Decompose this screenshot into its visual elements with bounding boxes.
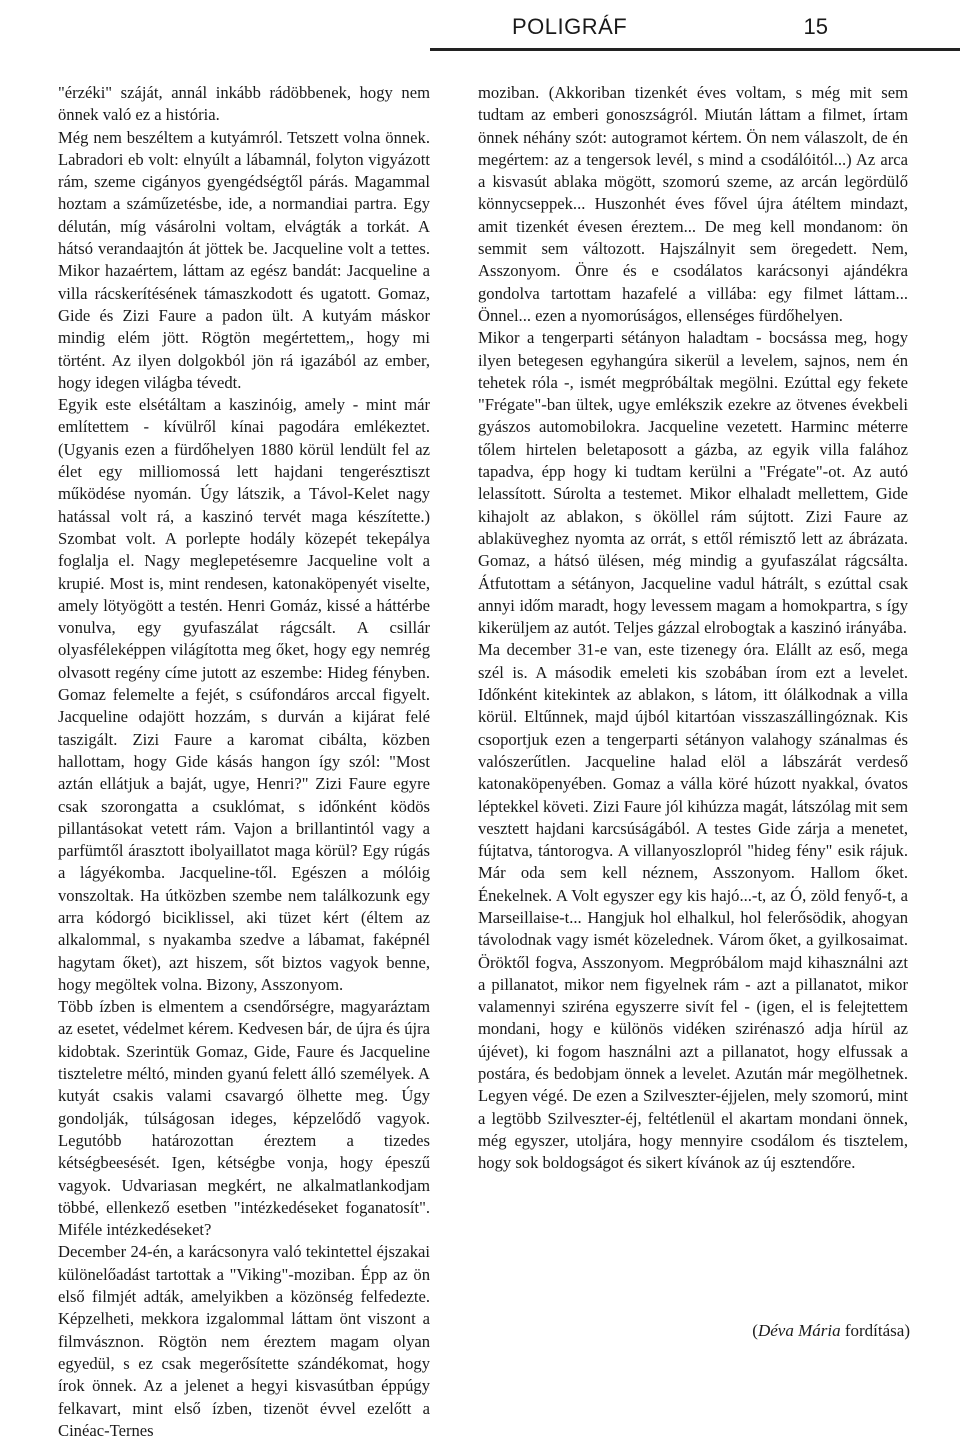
magazine-title: POLIGRÁF bbox=[512, 14, 628, 39]
paragraph: December 24-én, a karácsonyra való tekintettel éjszakai különelőadást tartottak a "Viking"-moziban. Épp az ön első filmjét adták, amelyikben a közönség felfedezte. Képzelheti, mekkora izgalommal láttam önt viszont a filmvásznon. Rögtön nem éreztem magam olyan egyedül, s ez csak megerősítette szándékomat, hogy írok önnek. Az a jelenet a hegyi kisvasútban éppúgy felkavart, mint első ízben, tizenöt évvel ezelőtt a Cinéac-Ternes bbox=[58, 1242, 430, 1440]
paragraph: Ma december 31-e van, este tizenegy óra. Elállt az eső, mega szél is. A második emeleti kis szobában írom ezt a levelet. Időnként kitekintek az ablakon, s látom, itt ólálkodnak a villa körül. Eltűnnek, majd újból kitartóan visszaszállingóznak. Kis csoportjuk ezen a tengerparti sétányon valahogy szánalmas és valószerűtlen. Jacqueline halad elöl a lábszárát verdeső katonaköpenyében. Gomaz a válla köré húzott nyakkal, óvatos léptekkel követi. Zizi Faure jól kihúzza magát, látszólag mit sem vesztett hajdani karcsúságából. A testes Gide zárja a menetet, fújtatva, tántorogva. A villanyoszlopról "hideg fény" esik rájuk. Már oda sem kell néznem, Asszonyom. Hallom őket. Énekelnek. A Volt egyszer egy kis hajó...-t, az Ó, zöld fenyő-t, a Marseillaise-t... Hangjuk hol elhalkul, hol felerősödik, ahogyan távolodnak vagy ismét közelednek. Várom őket, a gyilkosaimat. Öröktől fogva, Asszonyom. Megpróbálom majd kihasználni azt a pillanatot, mikor nem figyelnek rám - azt a pillanatot, mikor valamennyi sziréna egyszerre sivít fel - (igen, el is felejtettem mondani, hogy e különös vidéken szirénaszó adja hírül az újévet), ki fogom használni azt a pillanatot, hogy elfussak a postára, és bedobjam önnek a levelet. Azután már megölhetnek. Legyen végé. De ezen a Szilveszter-éjjelen, mely szomorú, mint a legtöbb Szilveszter-éj, feltétlenül el akartam mondani önnek, még egyszer, utoljára, hogy mennyire csodálom és tisztelem, hogy sok boldogságot és sikert kívánok az új esztendőre. bbox=[478, 640, 908, 1173]
translator-name: Déva Mária bbox=[757, 1321, 841, 1340]
paragraph: Még nem beszéltem a kutyámról. Tetszett volna önnek. Labradori eb volt: elnyúlt a lábamnál, folyton vigyázott rám, szeme cigányos gyengédségtől párás. Magammal hoztam a száműzetésbe, ide, a normandiai partra. Egy délután, míg vásárolni voltam, elvágták a torkát. A hátsó verandaajtón át jöttek be. Jacqueline volt a tettes. Mikor hazaértem, láttam az egész bandát: Jacqueline a villa rácskerítésének támaszkodott és ugatott. Gomaz, Gide és Zizi Faure a padon ült. A kutyám máskor mindig elém jött. Rögtön megértettem,, hogy mi történt. Az ilyen dolgokból jön rá igazából az ember, hogy idegen világba tévedt. bbox=[58, 127, 430, 392]
left-column bbox=[58, 82, 430, 1442]
page-header bbox=[0, 0, 960, 60]
paragraph: Több ízben is elmentem a csendőrségre, magyaráztam az esetet, védelmet kérem. Kedvesen bár, de újra és újra kidobtak. Szerintük Gomaz, Gide, Faure és Jacqueline tiszteletre méltó, minden gyanú felett álló személyek. A kutyát csakis valami csavargó ölhette meg. Úgy gondolják, túlságosan ideges, képzelődő vagyok. Legutóbb határozottan éreztem a tizedes kétségbeesését. Igen, kétségbe vonja, hogy épeszű vagyok. Udvariasan megkért, ne alkalmatlankodjam többé, ellenkező esetben "intézkedéseket foganatosít". Miféle intézkedéseket? bbox=[58, 997, 430, 1240]
credit-suffix: fordítása bbox=[844, 1321, 905, 1340]
header-rule bbox=[430, 48, 960, 51]
paragraph: moziban. (Akkoriban tizenkét éves voltam, s még mit sem tudtam az emberi gonoszságról. Miután láttam a filmet, írtam önnek néhány szót: autogramot kértem. Ön nem válaszolt, de én megértem: az a tengersok levél, s mind a csodálóitól...) Az arca a kisvasút ablaka mögött, szomorú szeme, az arcán legördülő könnycseppek... Huszonhét éves fővel újra átéltem mindazt, amit tizenkét évesen éreztem... De meg kell mondanom: ön semmit sem változott. Hajszálnyit sem öregedett. Nem, Asszonyom. Önre és e csodálatos karácsonyi ajándékra gondolva tartottam hazafelé a villába: egy filmet láttam... Önnel... ezen a nyomorúságos, ellenséges fürdőhelyen. bbox=[478, 83, 908, 325]
paragraph: "érzéki" száját, annál inkább rádöbbenek, hogy nem önnek való ez a história. bbox=[58, 83, 430, 125]
translator-credit: (Déva Mária fordítása) bbox=[752, 1321, 910, 1340]
right-column bbox=[478, 82, 908, 1175]
paragraph: Mikor a tengerparti sétányon haladtam - bocsássa meg, hogy ilyen betegesen egyhangúra sikerül a levelem, sajnos, nem én tehetek róla -, ismét megpróbáltak megölni. Ezúttal egy fekete "Frégate"-ban ültek, ugye emlékszik ezekre az ötvenes évekbeli gyászos automobilokra. Jacqueline vezetett. Harminc méterre tőlem hirtelen beletaposott a gázba, az egyik villa falához tapadva, épp hogy ki tudtam kerülni a "Frégate"-ot. Az autó lelassított. Súrolta a testemet. Mikor elhaladt mellettem, Gide kihajolt az ablakon, s ököllel rám sújtott. Zizi Faure az ablaküveghez nyomta az orrát, s ettől rémisztő lett az ábrázata. Gomaz, a hátsó ülésen, még mindig a gyufaszálat rágcsálta. Átfutottam a sétányon, Jacqueline vadul hátrált, s ezúttal csak annyi időm maradt, hogy levessem magam a homokpartra, s így kikerüljem az autót. Teljes gázzal elrobogtak a kaszinó irányába. bbox=[478, 328, 908, 638]
paragraph: Egyik este elsétáltam a kaszinóig, amely - mint már említettem - kívülről kínai pagodára emlékeztet. (Ugyanis ezen a fürdőhelyen 1880 körül lendült fel az élet egy milliomossá lett hajdani tengerésztiszt működése nyomán. Úgy látszik, a Távol-Kelet nagy hatással volt rá, a kaszinó tervét maga készítette.) Szombat volt. A porlepte hodály közepét tekepálya foglalja el. Nagy meglepetésemre Jacqueline volt a krupié. Most is, mint rendesen, katonaköpenyét viselte, amely lötyögött a testén. Henri Gomáz, kissé a háttérbe vonulva, egy gyufaszálat rágcsált. A csillár olyasféleképpen világította meg őket, hogy egy nemrég olvasott regény címe jutott az eszembe: Hideg fényben. Gomaz felemelte a fejét, s csúfondáros arccal figyelt. Jacqueline odajött hozzám, s durván a kijárat felé taszigált. Zizi Faure a karomat cibálta, közben hallottam, hogy Gide kásás hangon így szól: "Most aztán ellátjuk a baját, ugye, Henri?" Zizi Faure egyre csak szorongatta a csuklómat, s időnként ködös pillantásokat vetett rám. Vajon a brillantintól vagy a parfümtől árasztott ibolyaillatot maga körül? Egy rúgás a lágyékomba. Jacqueline-től. Egészen a mólóig vonszoltak. Ha útközben szembe nem találkozunk egy arra kódorgó biciklissel, aki tüzet kért (éltem az alkalommal, s nyakamba szedve a lábamat, faképnél hagytam őket), azt hiszem, sőt biztos vagyok benne, hogy megöltek volna. Bizony, Asszonyom. bbox=[58, 395, 430, 994]
page-number: 15 bbox=[803, 14, 828, 39]
